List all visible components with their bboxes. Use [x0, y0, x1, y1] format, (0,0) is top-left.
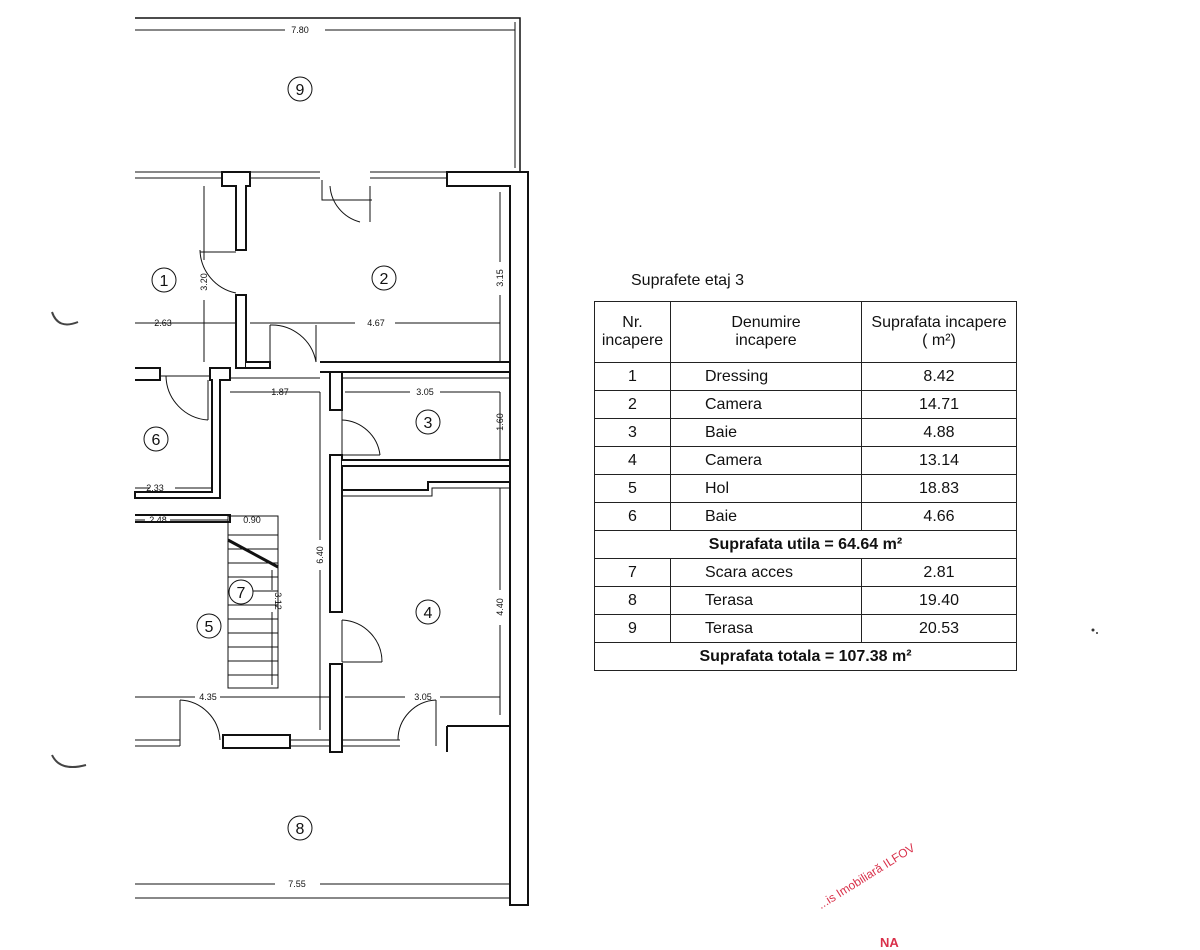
room-number: 3 [423, 415, 433, 432]
room-number: 9 [295, 82, 305, 99]
cell-area: 4.88 [862, 419, 1017, 447]
cell-nr: 8 [595, 587, 671, 615]
dim-label: 3.20 [199, 273, 209, 291]
cell-nr: 2 [595, 391, 671, 419]
dim-label: 3.05 [416, 387, 434, 397]
dim-label: 1.87 [271, 387, 289, 397]
header-name-line2: incapere [735, 332, 797, 349]
room-number: 4 [423, 605, 433, 622]
cell-name: Hol [671, 475, 862, 503]
dim-label: 2.48 [149, 515, 167, 525]
table-row [595, 419, 1017, 447]
dim-label: 3.05 [414, 692, 432, 702]
table-row [595, 503, 1017, 531]
cell-area: 13.14 [862, 447, 1017, 475]
header-nr-line1: Nr. [622, 314, 643, 331]
table-row [595, 615, 1017, 643]
cell-nr: 6 [595, 503, 671, 531]
table-row [595, 559, 1017, 587]
table-header-row [595, 302, 1017, 363]
table-row [595, 447, 1017, 475]
cell-name: Camera [671, 447, 862, 475]
table-row [595, 587, 1017, 615]
cell-area: 18.83 [862, 475, 1017, 503]
header-area [862, 302, 1017, 363]
header-name [671, 302, 862, 363]
total-cell: Suprafata totala = 107.38 m² [595, 643, 1017, 671]
stamp-text: ...is Imobiliară ILFOV [815, 840, 918, 912]
header-area-line2: ( m²) [922, 332, 956, 349]
table-row [595, 475, 1017, 503]
room-number: 5 [204, 619, 214, 636]
cell-name: Terasa [671, 587, 862, 615]
room-number: 7 [236, 585, 246, 602]
cell-name: Scara acces [671, 559, 862, 587]
cell-name: Baie [671, 419, 862, 447]
header-area-line1: Suprafata incapere [871, 314, 1007, 331]
total-row [595, 643, 1017, 671]
dim-label: 3.15 [495, 269, 505, 287]
cell-nr: 5 [595, 475, 671, 503]
area-table [594, 301, 1017, 671]
dim-label: 2.63 [154, 318, 172, 328]
cell-area: 4.66 [862, 503, 1017, 531]
cell-name: Baie [671, 503, 862, 531]
dim-label: 0.90 [243, 515, 261, 525]
cell-name: Terasa [671, 615, 862, 643]
cell-area: 19.40 [862, 587, 1017, 615]
cell-name: Dressing [671, 363, 862, 391]
cell-area: 8.42 [862, 363, 1017, 391]
cell-nr: 3 [595, 419, 671, 447]
cell-area: 20.53 [862, 615, 1017, 643]
table-title: Suprafete etaj 3 [631, 272, 744, 289]
table-row [595, 391, 1017, 419]
dim-label: 4.67 [367, 318, 385, 328]
room-number: 6 [151, 432, 161, 449]
dim-label: 2.33 [146, 483, 164, 493]
header-nr-line2: incapere [601, 332, 664, 349]
table-row [595, 363, 1017, 391]
dim-label: 7.55 [288, 879, 306, 889]
cell-area: 14.71 [862, 391, 1017, 419]
cell-nr: 7 [595, 559, 671, 587]
room-number: 2 [379, 271, 389, 288]
cell-area: 2.81 [862, 559, 1017, 587]
header-nr [595, 302, 671, 363]
dim-label: 4.35 [199, 692, 217, 702]
cell-nr: 4 [595, 447, 671, 475]
subtotal-row [595, 531, 1017, 559]
cell-nr: 9 [595, 615, 671, 643]
dim-label: 3.12 [273, 592, 283, 610]
dim-label: 7.80 [291, 25, 309, 35]
subtotal-cell: Suprafata utila = 64.64 m² [595, 531, 1017, 559]
cell-nr: 1 [595, 363, 671, 391]
stamp-text-2: NA [880, 935, 899, 950]
room-number: 8 [295, 821, 305, 838]
header-name-line1: Denumire [731, 314, 801, 331]
room-number: 1 [159, 273, 169, 290]
dim-label: 6.40 [315, 546, 325, 564]
dim-label: 1.60 [495, 413, 505, 431]
cell-name: Camera [671, 391, 862, 419]
dim-label: 4.40 [495, 598, 505, 616]
